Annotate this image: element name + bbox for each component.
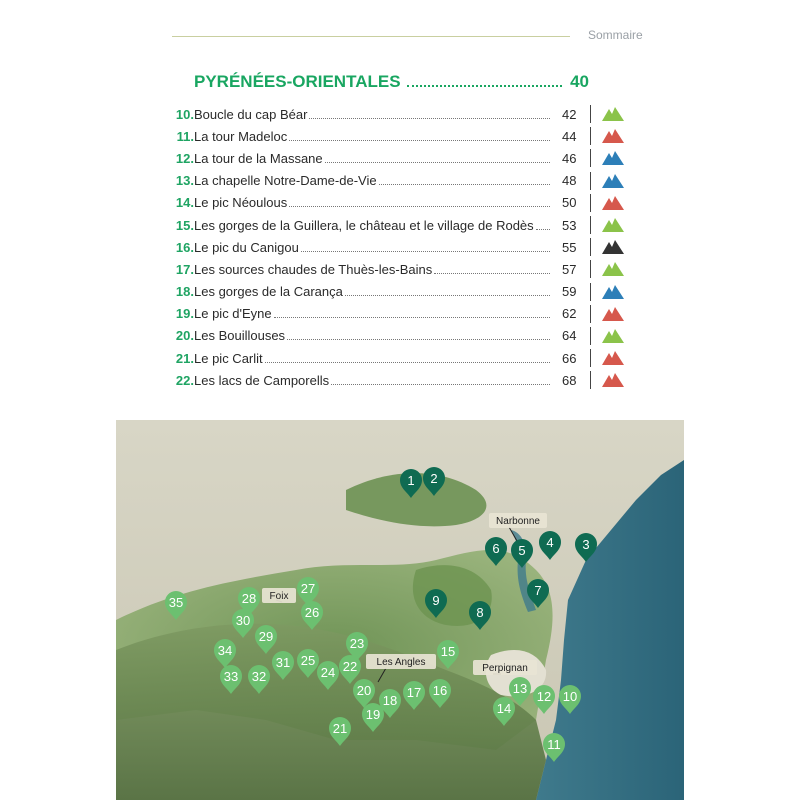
toc-row[interactable] (170, 103, 625, 125)
dot-leader (289, 206, 550, 207)
route-number: 12. (175, 150, 194, 166)
dot-leader (345, 295, 550, 296)
column-divider (590, 172, 591, 190)
dot-leader (265, 362, 550, 363)
column-divider (590, 283, 591, 301)
section-title: PYRÉNÉES-ORIENTALES (194, 72, 401, 91)
toc-row[interactable] (170, 192, 625, 214)
dot-leader (325, 162, 550, 163)
svg-text:22: 22 (342, 659, 358, 674)
svg-text:15: 15 (440, 644, 456, 659)
running-header: Sommaire (588, 28, 643, 42)
svg-text:3: 3 (582, 537, 590, 552)
route-title: Le pic Néoulous (194, 195, 288, 211)
route-title: Les gorges de la Carança (194, 284, 343, 300)
page-number: 50 (562, 195, 577, 211)
page-number: 64 (562, 328, 577, 344)
page-number: 62 (562, 306, 577, 322)
svg-text:31: 31 (275, 655, 291, 670)
svg-text:17: 17 (406, 685, 422, 700)
route-number: 10. (175, 106, 194, 122)
svg-text:Narbonne: Narbonne (496, 516, 540, 527)
svg-text:32: 32 (251, 669, 267, 684)
route-title: Le pic du Canigou (194, 239, 299, 255)
page-number: 68 (562, 372, 577, 388)
toc-row[interactable] (170, 125, 625, 147)
difficulty-red-icon (601, 306, 625, 322)
svg-text:Les Angles: Les Angles (376, 657, 426, 668)
column-divider (590, 349, 591, 367)
route-number: 22. (175, 372, 194, 388)
difficulty-red-icon (601, 195, 625, 211)
svg-text:35: 35 (168, 595, 184, 610)
svg-text:6: 6 (492, 541, 500, 556)
toc-row[interactable] (170, 325, 625, 347)
toc-row[interactable] (170, 281, 625, 303)
toc-row[interactable] (170, 147, 625, 169)
svg-text:10: 10 (562, 689, 578, 704)
svg-text:28: 28 (241, 591, 257, 606)
svg-text:27: 27 (300, 581, 316, 596)
svg-text:23: 23 (349, 636, 365, 651)
difficulty-red-icon (601, 372, 625, 388)
column-divider (590, 238, 591, 256)
column-divider (590, 127, 591, 145)
difficulty-blue-icon (601, 284, 625, 300)
difficulty-blue-icon (601, 150, 625, 166)
route-title: Les gorges de la Guillera, le château et le village de Rodès (194, 217, 534, 233)
svg-text:9: 9 (432, 593, 440, 608)
svg-text:33: 33 (223, 669, 239, 684)
dot-leader (331, 384, 550, 385)
page-number: 46 (562, 150, 577, 166)
route-title: Les Bouillouses (194, 328, 286, 344)
section-heading (194, 72, 589, 92)
dot-leader (309, 118, 550, 119)
toc-row[interactable] (170, 303, 625, 325)
svg-text:20: 20 (356, 683, 372, 698)
svg-text:14: 14 (496, 701, 512, 716)
toc-row[interactable] (170, 347, 625, 369)
route-title: Les sources chaudes de Thuès-les-Bains (194, 261, 433, 277)
difficulty-green-icon (601, 261, 625, 277)
dot-leader (379, 184, 550, 185)
page-number: 55 (562, 239, 577, 255)
svg-text:2: 2 (430, 471, 438, 486)
route-title: Les lacs de Camporells (194, 372, 330, 388)
page-number: 66 (562, 350, 577, 366)
difficulty-red-icon (601, 350, 625, 366)
svg-text:5: 5 (518, 543, 526, 558)
svg-text:Perpignan: Perpignan (482, 663, 528, 674)
svg-text:7: 7 (534, 583, 542, 598)
route-number: 18. (175, 284, 194, 300)
dot-leader (301, 251, 550, 252)
svg-text:18: 18 (382, 693, 398, 708)
svg-text:1: 1 (407, 473, 415, 488)
header-rule (172, 36, 570, 37)
toc-row[interactable] (170, 214, 625, 236)
svg-text:19: 19 (365, 707, 381, 722)
dot-leader (536, 229, 550, 230)
route-title: La tour Madeloc (194, 128, 288, 144)
route-title: Le pic d'Eyne (194, 306, 272, 322)
column-divider (590, 105, 591, 123)
column-divider (590, 305, 591, 323)
page-number: 57 (562, 261, 577, 277)
page-number: 44 (562, 128, 577, 144)
route-number: 20. (175, 328, 194, 344)
column-divider (590, 260, 591, 278)
difficulty-green-icon (601, 328, 625, 344)
route-number: 13. (175, 173, 194, 189)
route-number: 21. (175, 350, 194, 366)
toc-row[interactable] (170, 236, 625, 258)
svg-text:13: 13 (512, 681, 528, 696)
dot-leader (274, 317, 550, 318)
relief-map (116, 420, 684, 800)
route-number: 11. (176, 128, 194, 144)
route-title: La tour de la Massane (194, 150, 323, 166)
route-title: La chapelle Notre-Dame-de-Vie (194, 173, 377, 189)
svg-text:29: 29 (258, 629, 274, 644)
route-number: 15. (175, 217, 194, 233)
column-divider (590, 216, 591, 234)
page-number: 48 (562, 173, 577, 189)
page-number: 42 (562, 106, 577, 122)
route-number: 17. (175, 261, 194, 277)
svg-text:34: 34 (217, 643, 233, 658)
svg-text:25: 25 (300, 653, 316, 668)
route-title: Boucle du cap Béar (194, 106, 308, 122)
svg-text:24: 24 (320, 665, 336, 680)
column-divider (590, 371, 591, 389)
svg-text:11: 11 (547, 737, 561, 752)
svg-text:16: 16 (432, 683, 448, 698)
column-divider (590, 149, 591, 167)
column-divider (590, 327, 591, 345)
section-page: 40 (570, 72, 589, 91)
difficulty-green-icon (601, 217, 625, 233)
column-divider (590, 194, 591, 212)
difficulty-red-icon (601, 128, 625, 144)
page-number: 53 (562, 217, 577, 233)
route-title: Le pic Carlit (194, 350, 263, 366)
svg-text:21: 21 (332, 721, 348, 736)
route-number: 19. (175, 306, 194, 322)
table-of-contents (170, 103, 625, 391)
svg-text:26: 26 (304, 605, 320, 620)
svg-text:8: 8 (476, 605, 484, 620)
dot-leader (434, 273, 550, 274)
difficulty-black-icon (601, 239, 625, 255)
city-foix (262, 588, 296, 603)
toc-row[interactable] (170, 258, 625, 280)
route-number: 16. (175, 239, 194, 255)
svg-text:30: 30 (235, 613, 251, 628)
toc-row[interactable] (170, 170, 625, 192)
difficulty-green-icon (601, 106, 625, 122)
difficulty-blue-icon (601, 173, 625, 189)
toc-row[interactable] (170, 369, 625, 391)
svg-text:Foix: Foix (269, 591, 289, 602)
svg-text:12: 12 (536, 689, 552, 704)
dot-leader (289, 140, 550, 141)
route-number: 14. (175, 195, 194, 211)
city-perpignan (473, 660, 537, 675)
section-leader (407, 85, 563, 87)
region-map (116, 420, 684, 800)
dot-leader (287, 339, 550, 340)
svg-text:4: 4 (546, 535, 554, 550)
page-number: 59 (562, 284, 577, 300)
